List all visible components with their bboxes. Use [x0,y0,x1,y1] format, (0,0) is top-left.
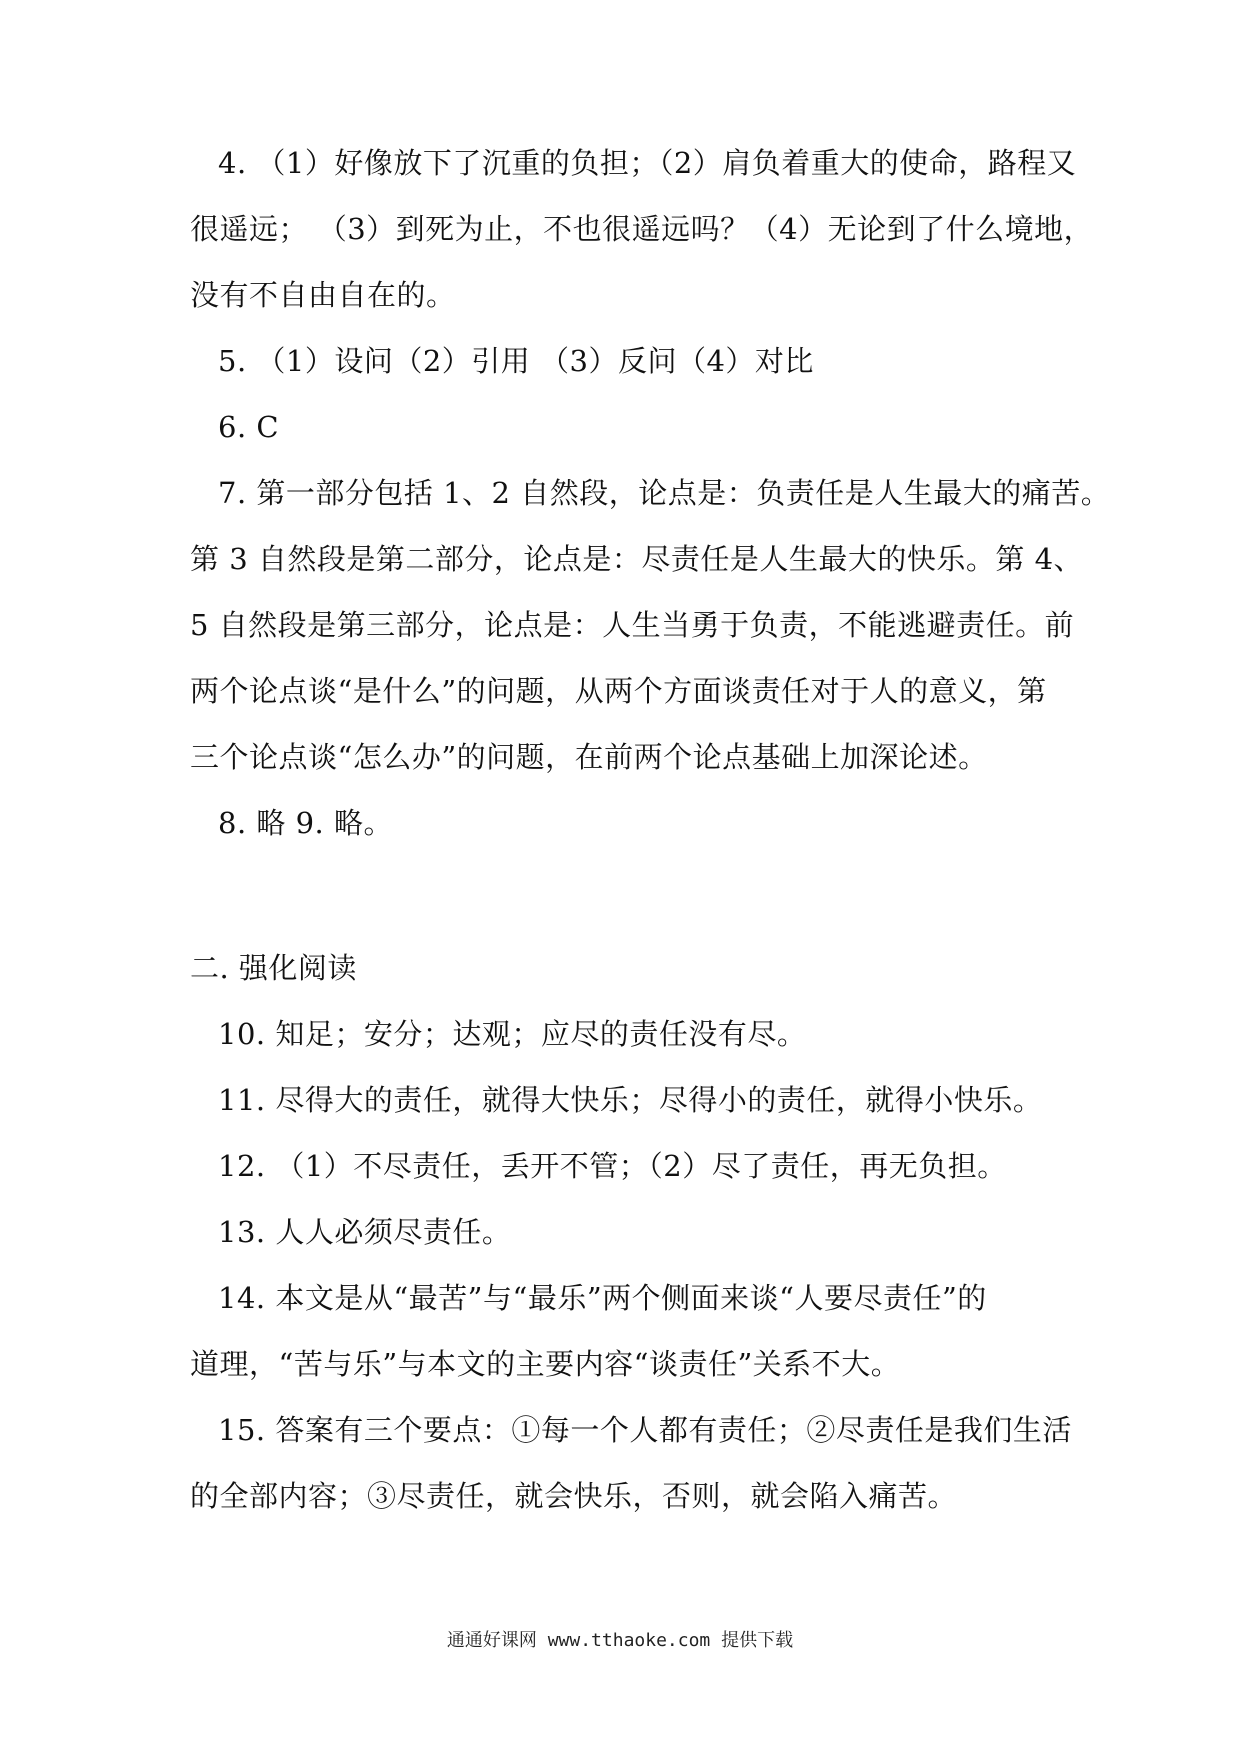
answer-14-line-1: 14. 本文是从“最苦”与“最乐”两个侧面来谈“人要尽责任”的 [218,1281,987,1315]
answer-12: 12. （1）不尽责任，丢开不管；（2）尽了责任，再无负担。 [218,1149,1007,1183]
answer-15-line-1: 15. 答案有三个要点：①每一个人都有责任；②尽责任是我们生活 [218,1413,1072,1447]
answer-8-9: 8. 略 9. 略。 [218,806,393,840]
answer-7-line-2: 第 3 自然段是第二部分，论点是：尽责任是人生最大的快乐。第 4、 [190,542,1084,576]
section-heading-intensive-reading: 二. 强化阅读 [190,951,357,985]
answer-4-line-1: 4. （1）好像放下了沉重的负担；（2）肩负着重大的使命，路程又 [218,146,1077,180]
answer-14-line-2: 道理，“苦与乐”与本文的主要内容“谈责任”关系不大。 [190,1347,901,1381]
answer-7-line-4: 两个论点谈“是什么”的问题，从两个方面谈责任对于人的意义，第 [190,674,1047,708]
answer-13: 13. 人人必须尽责任。 [218,1215,512,1249]
answer-7-line-3: 5 自然段是第三部分，论点是：人生当勇于负责，不能逃避责任。前 [190,608,1075,642]
answer-5: 5. （1）设问（2）引用 （3）反问（4）对比 [218,344,814,378]
answer-4-line-2: 很遥远； （3）到死为止，不也很遥远吗？（4）无论到了什么境地， [190,212,1094,246]
answer-6: 6. C [218,410,280,444]
answer-11: 11. 尽得大的责任，就得大快乐；尽得小的责任，就得小快乐。 [218,1083,1043,1117]
answer-15-line-2: 的全部内容；③尽责任，就会快乐，否则，就会陷入痛苦。 [190,1479,958,1513]
answer-4-line-3: 没有不自由自在的。 [190,278,456,312]
answer-10: 10. 知足；安分；达观；应尽的责任没有尽。 [218,1017,807,1051]
page-footer: 通通好课网 www.tthaoke.com 提供下载 [446,1630,794,1651]
answer-7-line-5: 三个论点谈“怎么办”的问题，在前两个论点基础上加深论述。 [190,740,988,774]
answer-7-line-1: 7. 第一部分包括 1、2 自然段，论点是：负责任是人生最大的痛苦。 [218,476,1111,510]
